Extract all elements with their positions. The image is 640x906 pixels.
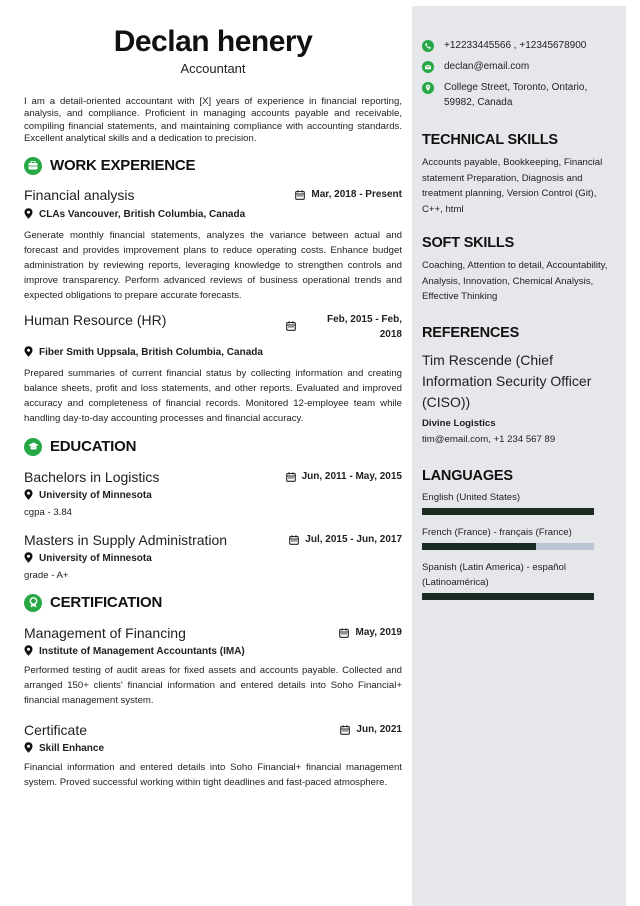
phone-text: +12233445566 , +12345678900	[444, 40, 587, 51]
calendar-icon	[286, 321, 296, 334]
work-entry	[24, 187, 402, 303]
calendar-icon	[289, 535, 299, 548]
location-pin-icon	[24, 552, 33, 566]
section-title: WORK EXPERIENCE	[50, 157, 196, 175]
entry-description: Generate monthly financial statements, analyzes the variance between actual and forecast and provides improvement plans to reduce operating costs. Enhance budget administration by reviewing reports, leveraging knowledge to strengthen controls and improve transparency. Perform advanced reviews of business operational trends and expected obligations to prepare accurate forecasts.	[24, 229, 402, 301]
work-experience-heading	[24, 156, 402, 176]
calendar-icon	[295, 190, 305, 203]
entry-date-text: Jun, 2011 - May, 2015	[301, 470, 402, 482]
address-text: College Street, Toronto, Ontario, 59982, Canada	[444, 82, 588, 108]
entry-date	[340, 724, 402, 738]
contact-email	[422, 59, 616, 74]
language-name: French (France) - français (France)	[422, 526, 572, 538]
email-text: declan@email.com	[444, 61, 530, 72]
entry-note: grade - A+	[24, 569, 69, 581]
entry-organization	[24, 742, 402, 756]
entry-org-text: Fiber Smith Uppsala, British Columbia, Canada	[39, 347, 263, 359]
soft-skills-heading: SOFT SKILLS	[422, 235, 515, 251]
references-heading: REFERENCES	[422, 324, 520, 341]
entry-org-text: University of Minnesota	[39, 490, 152, 502]
entry-title: Masters in Supply Administration	[24, 531, 228, 548]
entry-org-text: Skill Enhance	[39, 743, 105, 755]
language-name: English (United States)	[422, 491, 521, 503]
contact-address	[422, 80, 616, 110]
language-level-fill	[422, 508, 594, 515]
section-title: EDUCATION	[50, 438, 137, 456]
location-pin-icon	[24, 742, 33, 756]
language-item	[422, 525, 616, 550]
entry-organization	[24, 346, 402, 360]
education-entry	[24, 469, 402, 518]
entry-org-text: University of Minnesota	[39, 553, 152, 565]
location-pin-icon	[24, 208, 33, 222]
soft-skills-text: Coaching, Attention to detail, Accountability, Analysis, Innovation, Chemical Analysis, Effective Thinking	[422, 260, 608, 302]
entry-organization	[24, 208, 402, 222]
entry-date	[339, 627, 402, 641]
entry-note: cgpa - 3.84	[24, 506, 73, 518]
calendar-icon	[286, 472, 296, 485]
language-level-bar	[422, 543, 594, 550]
reference-contact: tim@email.com, +1 234 567 89	[422, 434, 556, 445]
entry-date-text: Feb, 2015 - Feb, 2018	[326, 313, 402, 340]
education-entry	[24, 532, 402, 581]
certification-heading	[24, 593, 402, 613]
candidate-name: Declan henery	[113, 25, 313, 58]
location-pin-icon	[24, 346, 33, 360]
technical-skills-heading: TECHNICAL SKILLS	[422, 132, 558, 148]
language-level-fill	[422, 543, 536, 550]
entry-organization	[24, 645, 402, 659]
entry-title: Certificate	[24, 721, 88, 738]
entry-date	[286, 471, 402, 485]
entry-description: Performed testing of audit areas for fixed assets and accounts payable. Collected and arranged 150+ clients' financial information and entered details into Soho Financial+ financial management system.	[24, 664, 402, 706]
entry-title: Management of Financing	[24, 624, 186, 641]
language-level-bar	[422, 508, 594, 515]
entry-date	[286, 312, 402, 342]
language-item	[422, 560, 616, 600]
location-icon	[422, 82, 434, 94]
entry-description: Prepared summaries of current financial status by collecting information and creating balance sheets, profit and loss statements, and other reports. Evaluated and improved accuracy and completeness of financial records. Monitored 12-employee team while handling day-to-day accounting processes and financial accuracy.	[24, 367, 402, 424]
graduation-cap-icon	[24, 438, 42, 456]
sidebar	[412, 6, 626, 906]
briefcase-icon	[24, 157, 42, 175]
education-heading	[24, 437, 402, 457]
language-item	[422, 490, 616, 515]
phone-icon	[422, 40, 434, 52]
entry-title: Financial analysis	[24, 186, 135, 203]
reference-name: Tim Rescende (Chief Information Security Officer (CISO))	[422, 351, 592, 410]
calendar-icon	[340, 725, 350, 738]
calendar-icon	[339, 628, 349, 641]
entry-title: Human Resource (HR)	[24, 311, 167, 328]
language-level-bar	[422, 593, 594, 600]
candidate-role: Accountant	[180, 61, 246, 76]
language-name: Spanish (Latin America) - español (Latinoamérica)	[422, 561, 566, 588]
technical-skills-text: Accounts payable, Bookkeeping, Financial statement Preparation, Diagnosis and treatment planning, Version Control (Git), C++, html	[422, 157, 603, 215]
entry-org-text: CLAs Vancouver, British Columbia, Canada	[39, 209, 246, 221]
entry-date-text: May, 2019	[355, 626, 402, 638]
location-pin-icon	[24, 489, 33, 503]
entry-organization	[24, 552, 402, 566]
language-level-fill	[422, 593, 594, 600]
contact-phone	[422, 38, 616, 53]
entry-date	[295, 189, 402, 203]
entry-date-text: Jul, 2015 - Jun, 2017	[305, 533, 402, 545]
languages-list	[422, 490, 616, 600]
entry-date	[289, 534, 402, 548]
award-icon	[24, 594, 42, 612]
location-pin-icon	[24, 645, 33, 659]
work-entry	[24, 312, 402, 426]
certification-entry	[24, 722, 402, 790]
entry-date-text: Jun, 2021	[356, 723, 402, 735]
entry-organization	[24, 489, 402, 503]
entry-org-text: Institute of Management Accountants (IMA)	[39, 646, 245, 658]
entry-date-text: Mar, 2018 - Present	[311, 188, 402, 200]
summary-text: I am a detail-oriented accountant with [X] years of experience in financial reporting, analysis, and compliance. Proficient in managing accounts payable and receivable, compiling financial statements, and maintaining compliance with accounting standards. Excellent analytical skills and a dedication to precision.	[24, 96, 402, 145]
entry-description: Financial information and entered details into Soho Financial+ financial management system. Proved successful working within tight deadlines and fast-paced atmosphere.	[24, 761, 402, 788]
entry-title: Bachelors in Logistics	[24, 468, 160, 485]
reference-company: Divine Logistics	[422, 417, 496, 429]
email-icon	[422, 61, 434, 73]
section-title: CERTIFICATION	[50, 594, 163, 612]
languages-heading: LANGUAGES	[422, 467, 513, 484]
certification-entry	[24, 625, 402, 708]
